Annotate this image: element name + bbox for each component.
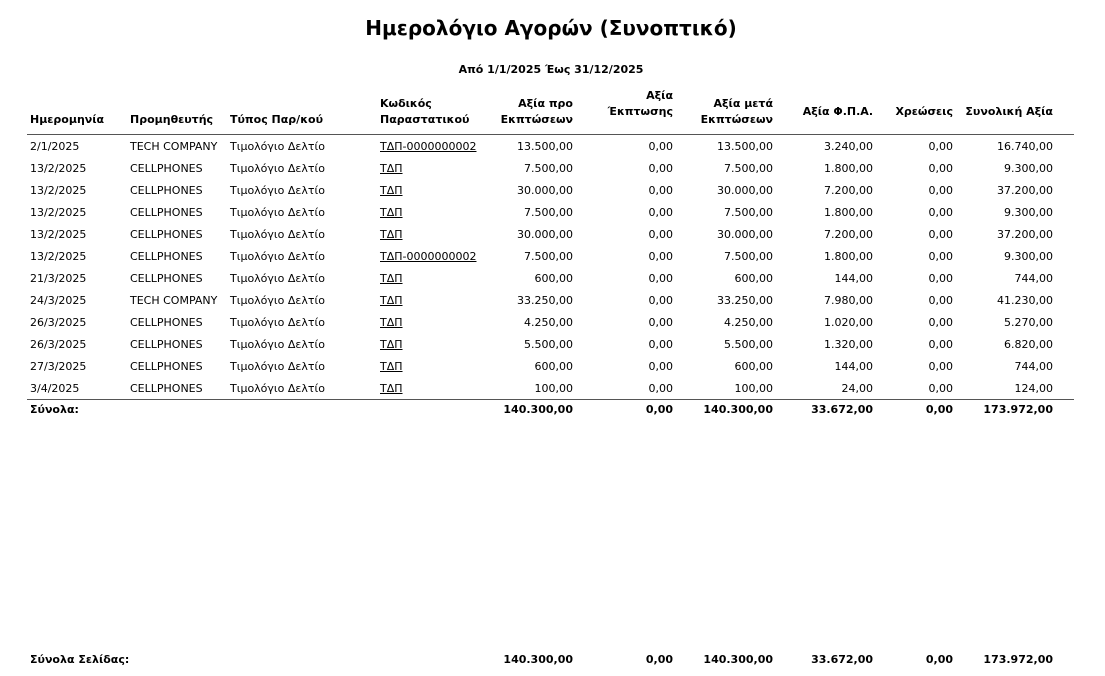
row-spacer bbox=[1056, 179, 1074, 201]
cell-doc-code bbox=[377, 245, 478, 267]
table-row bbox=[27, 245, 1074, 267]
col-post-discount-line1: Αξία μετά bbox=[713, 97, 773, 110]
cell-total: 744,00 bbox=[1014, 359, 1053, 373]
cell-post-discount: 4.250,00 bbox=[724, 315, 773, 329]
table-body bbox=[27, 135, 1074, 400]
report-title: Ημερολόγιο Αγορών (Συνοπτικό) bbox=[365, 16, 737, 40]
cell-doc-code bbox=[377, 179, 478, 201]
cell-date: 13/2/2025 bbox=[30, 161, 87, 175]
col-doc-code bbox=[377, 86, 478, 135]
cell-vat: 1.020,00 bbox=[824, 315, 873, 329]
cell-charges: 0,00 bbox=[928, 139, 953, 153]
table-row bbox=[27, 201, 1074, 223]
col-post-discount bbox=[676, 86, 776, 135]
cell-doc-code bbox=[377, 223, 478, 245]
cell-date: 26/3/2025 bbox=[30, 337, 87, 351]
cell-discount: 0,00 bbox=[648, 381, 673, 395]
cell-supplier: TECH COMPANY bbox=[130, 139, 218, 153]
cell-pre-discount: 600,00 bbox=[534, 359, 573, 373]
row-spacer bbox=[1056, 311, 1074, 333]
cell-total: 124,00 bbox=[1014, 381, 1053, 395]
cell-discount: 0,00 bbox=[648, 293, 673, 307]
cell-doc-type: Τιμολόγιο Δελτίο bbox=[230, 337, 325, 351]
doc-code-link[interactable]: ΤΔΠ bbox=[380, 161, 403, 175]
cell-supplier: CELLPHONES bbox=[130, 161, 203, 175]
row-spacer bbox=[1056, 223, 1074, 245]
page-totals-spacer bbox=[1056, 648, 1074, 670]
cell-charges: 0,00 bbox=[928, 183, 953, 197]
row-spacer bbox=[1056, 135, 1074, 158]
page-totals-row bbox=[27, 648, 1074, 670]
cell-total: 16.740,00 bbox=[997, 139, 1053, 153]
col-doc-code-line2: Παραστατικού bbox=[380, 113, 470, 126]
cell-charges: 0,00 bbox=[928, 227, 953, 241]
cell-post-discount: 600,00 bbox=[734, 359, 773, 373]
cell-supplier: CELLPHONES bbox=[130, 315, 203, 329]
doc-code-link[interactable]: ΤΔΠ-0000000002 bbox=[380, 139, 477, 153]
cell-vat: 7.200,00 bbox=[824, 183, 873, 197]
cell-discount: 0,00 bbox=[648, 271, 673, 285]
doc-code-link[interactable]: ΤΔΠ-0000000002 bbox=[380, 249, 477, 263]
doc-code-link[interactable]: ΤΔΠ bbox=[380, 271, 403, 285]
page-totals-table bbox=[27, 648, 1074, 670]
cell-total: 41.230,00 bbox=[997, 293, 1053, 307]
cell-supplier: CELLPHONES bbox=[130, 249, 203, 263]
table-row bbox=[27, 267, 1074, 289]
doc-code-link[interactable]: ΤΔΠ bbox=[380, 315, 403, 329]
totals-label: Σύνολα: bbox=[27, 400, 478, 419]
cell-supplier: TECH COMPANY bbox=[130, 293, 218, 307]
cell-discount: 0,00 bbox=[648, 359, 673, 373]
cell-total: 5.270,00 bbox=[1004, 315, 1053, 329]
cell-post-discount: 7.500,00 bbox=[724, 161, 773, 175]
cell-pre-discount: 30.000,00 bbox=[517, 183, 573, 197]
cell-supplier: CELLPHONES bbox=[130, 227, 203, 241]
doc-code-link[interactable]: ΤΔΠ bbox=[380, 337, 403, 351]
cell-discount: 0,00 bbox=[648, 139, 673, 153]
cell-doc-type: Τιμολόγιο Δελτίο bbox=[230, 183, 325, 197]
cell-doc-code bbox=[377, 333, 478, 355]
table-row bbox=[27, 311, 1074, 333]
row-spacer bbox=[1056, 201, 1074, 223]
header-row bbox=[27, 86, 1074, 135]
cell-doc-code bbox=[377, 157, 478, 179]
page-totals-pre-discount: 140.300,00 bbox=[503, 652, 574, 666]
row-spacer bbox=[1056, 289, 1074, 311]
cell-pre-discount: 7.500,00 bbox=[524, 205, 573, 219]
cell-pre-discount: 100,00 bbox=[534, 381, 573, 395]
cell-doc-type: Τιμολόγιο Δελτίο bbox=[230, 315, 325, 329]
cell-vat: 1.800,00 bbox=[824, 161, 873, 175]
cell-doc-code bbox=[377, 377, 478, 400]
cell-vat: 144,00 bbox=[834, 359, 873, 373]
row-spacer bbox=[1056, 377, 1074, 400]
cell-date: 13/2/2025 bbox=[30, 205, 87, 219]
cell-charges: 0,00 bbox=[928, 337, 953, 351]
cell-post-discount: 30.000,00 bbox=[717, 227, 773, 241]
table-row bbox=[27, 377, 1074, 400]
cell-doc-code bbox=[377, 135, 478, 158]
col-discount: Αξία Έκπτωσης bbox=[576, 86, 676, 135]
totals-discount: 0,00 bbox=[576, 400, 676, 419]
cell-charges: 0,00 bbox=[928, 359, 953, 373]
doc-code-link[interactable]: ΤΔΠ bbox=[380, 293, 403, 307]
cell-supplier: CELLPHONES bbox=[130, 337, 203, 351]
cell-post-discount: 33.250,00 bbox=[717, 293, 773, 307]
cell-date: 21/3/2025 bbox=[30, 271, 87, 285]
page-totals-total: 173.972,00 bbox=[983, 652, 1054, 666]
cell-total: 9.300,00 bbox=[1004, 161, 1053, 175]
table-row bbox=[27, 135, 1074, 158]
totals-total: 173.972,00 bbox=[956, 400, 1056, 419]
page-totals-vat: 33.672,00 bbox=[811, 652, 874, 666]
cell-total: 37.200,00 bbox=[997, 183, 1053, 197]
table-row bbox=[27, 223, 1074, 245]
cell-date: 3/4/2025 bbox=[30, 381, 80, 395]
cell-pre-discount: 4.250,00 bbox=[524, 315, 573, 329]
cell-pre-discount: 30.000,00 bbox=[517, 227, 573, 241]
table-row bbox=[27, 157, 1074, 179]
cell-doc-type: Τιμολόγιο Δελτίο bbox=[230, 271, 325, 285]
col-vat: Αξία Φ.Π.Α. bbox=[776, 86, 876, 135]
cell-total: 9.300,00 bbox=[1004, 205, 1053, 219]
table-row bbox=[27, 289, 1074, 311]
cell-post-discount: 7.500,00 bbox=[724, 249, 773, 263]
cell-doc-code bbox=[377, 267, 478, 289]
cell-date: 13/2/2025 bbox=[30, 227, 87, 241]
cell-doc-type: Τιμολόγιο Δελτίο bbox=[230, 249, 325, 263]
cell-charges: 0,00 bbox=[928, 161, 953, 175]
cell-charges: 0,00 bbox=[928, 381, 953, 395]
cell-date: 26/3/2025 bbox=[30, 315, 87, 329]
cell-vat: 1.320,00 bbox=[824, 337, 873, 351]
cell-date: 2/1/2025 bbox=[30, 139, 80, 153]
cell-post-discount: 30.000,00 bbox=[717, 183, 773, 197]
totals-row bbox=[27, 400, 1074, 419]
cell-doc-type: Τιμολόγιο Δελτίο bbox=[230, 205, 325, 219]
col-spacer bbox=[1056, 86, 1074, 135]
doc-code-link[interactable]: ΤΔΠ bbox=[380, 205, 403, 219]
cell-vat: 1.800,00 bbox=[824, 249, 873, 263]
cell-discount: 0,00 bbox=[648, 315, 673, 329]
cell-charges: 0,00 bbox=[928, 293, 953, 307]
cell-doc-type: Τιμολόγιο Δελτίο bbox=[230, 381, 325, 395]
cell-date: 27/3/2025 bbox=[30, 359, 87, 373]
col-doc-type: Τύπος Παρ/κού bbox=[227, 86, 377, 135]
cell-charges: 0,00 bbox=[928, 249, 953, 263]
cell-discount: 0,00 bbox=[648, 249, 673, 263]
row-spacer bbox=[1056, 333, 1074, 355]
page-totals-label: Σύνολα Σελίδας: bbox=[30, 652, 130, 666]
cell-post-discount: 13.500,00 bbox=[717, 139, 773, 153]
cell-doc-code bbox=[377, 289, 478, 311]
col-supplier: Προμηθευτής bbox=[127, 86, 227, 135]
cell-post-discount: 100,00 bbox=[734, 381, 773, 395]
purchases-table bbox=[27, 86, 1074, 418]
cell-charges: 0,00 bbox=[928, 205, 953, 219]
cell-total: 37.200,00 bbox=[997, 227, 1053, 241]
cell-supplier: CELLPHONES bbox=[130, 359, 203, 373]
cell-doc-type: Τιμολόγιο Δελτίο bbox=[230, 139, 325, 153]
cell-doc-type: Τιμολόγιο Δελτίο bbox=[230, 227, 325, 241]
cell-vat: 1.800,00 bbox=[824, 205, 873, 219]
page-totals-post-discount: 140.300,00 bbox=[703, 652, 774, 666]
row-spacer bbox=[1056, 245, 1074, 267]
cell-vat: 3.240,00 bbox=[824, 139, 873, 153]
cell-doc-type: Τιμολόγιο Δελτίο bbox=[230, 161, 325, 175]
col-charges: Χρεώσεις bbox=[876, 86, 956, 135]
cell-date: 13/2/2025 bbox=[30, 183, 87, 197]
cell-post-discount: 7.500,00 bbox=[724, 205, 773, 219]
table-row bbox=[27, 333, 1074, 355]
col-doc-code-line1: Κωδικός bbox=[380, 97, 432, 110]
cell-total: 744,00 bbox=[1014, 271, 1053, 285]
doc-code-link[interactable]: ΤΔΠ bbox=[380, 359, 403, 373]
col-pre-discount bbox=[478, 86, 576, 135]
cell-discount: 0,00 bbox=[648, 205, 673, 219]
cell-vat: 24,00 bbox=[841, 381, 873, 395]
cell-pre-discount: 13.500,00 bbox=[517, 139, 573, 153]
cell-post-discount: 5.500,00 bbox=[724, 337, 773, 351]
cell-doc-code bbox=[377, 355, 478, 377]
col-date: Ημερομηνία bbox=[27, 86, 127, 135]
cell-doc-code bbox=[377, 311, 478, 333]
page-totals-discount: 0,00 bbox=[645, 652, 674, 666]
cell-supplier: CELLPHONES bbox=[130, 205, 203, 219]
table-row bbox=[27, 179, 1074, 201]
doc-code-link[interactable]: ΤΔΠ bbox=[380, 183, 403, 197]
cell-post-discount: 600,00 bbox=[734, 271, 773, 285]
cell-doc-code bbox=[377, 201, 478, 223]
totals-charges: 0,00 bbox=[876, 400, 956, 419]
cell-total: 9.300,00 bbox=[1004, 249, 1053, 263]
cell-charges: 0,00 bbox=[928, 315, 953, 329]
cell-pre-discount: 600,00 bbox=[534, 271, 573, 285]
cell-pre-discount: 7.500,00 bbox=[524, 161, 573, 175]
row-spacer bbox=[1056, 157, 1074, 179]
report-period: Από 1/1/2025 Έως 31/12/2025 bbox=[458, 63, 644, 76]
totals-spacer bbox=[1056, 400, 1074, 419]
page-totals-charges: 0,00 bbox=[925, 652, 954, 666]
cell-discount: 0,00 bbox=[648, 183, 673, 197]
col-pre-discount-line1: Αξία προ bbox=[518, 97, 573, 110]
row-spacer bbox=[1056, 267, 1074, 289]
col-total: Συνολική Αξία bbox=[956, 86, 1056, 135]
cell-vat: 7.200,00 bbox=[824, 227, 873, 241]
cell-discount: 0,00 bbox=[648, 227, 673, 241]
cell-date: 13/2/2025 bbox=[30, 249, 87, 263]
cell-pre-discount: 33.250,00 bbox=[517, 293, 573, 307]
cell-supplier: CELLPHONES bbox=[130, 271, 203, 285]
cell-date: 24/3/2025 bbox=[30, 293, 87, 307]
cell-total: 6.820,00 bbox=[1004, 337, 1053, 351]
cell-vat: 144,00 bbox=[834, 271, 873, 285]
col-pre-discount-line2: Εκπτώσεων bbox=[500, 113, 573, 126]
col-post-discount-line2: Εκπτώσεων bbox=[700, 113, 773, 126]
totals-pre-discount: 140.300,00 bbox=[478, 400, 576, 419]
cell-supplier: CELLPHONES bbox=[130, 381, 203, 395]
cell-pre-discount: 7.500,00 bbox=[524, 249, 573, 263]
cell-doc-type: Τιμολόγιο Δελτίο bbox=[230, 359, 325, 373]
doc-code-link[interactable]: ΤΔΠ bbox=[380, 381, 403, 395]
table-row bbox=[27, 355, 1074, 377]
cell-doc-type: Τιμολόγιο Δελτίο bbox=[230, 293, 325, 307]
cell-supplier: CELLPHONES bbox=[130, 183, 203, 197]
doc-code-link[interactable]: ΤΔΠ bbox=[380, 227, 403, 241]
cell-discount: 0,00 bbox=[648, 337, 673, 351]
cell-charges: 0,00 bbox=[928, 271, 953, 285]
row-spacer bbox=[1056, 355, 1074, 377]
cell-vat: 7.980,00 bbox=[824, 293, 873, 307]
totals-post-discount: 140.300,00 bbox=[676, 400, 776, 419]
cell-pre-discount: 5.500,00 bbox=[524, 337, 573, 351]
totals-vat: 33.672,00 bbox=[776, 400, 876, 419]
cell-discount: 0,00 bbox=[648, 161, 673, 175]
